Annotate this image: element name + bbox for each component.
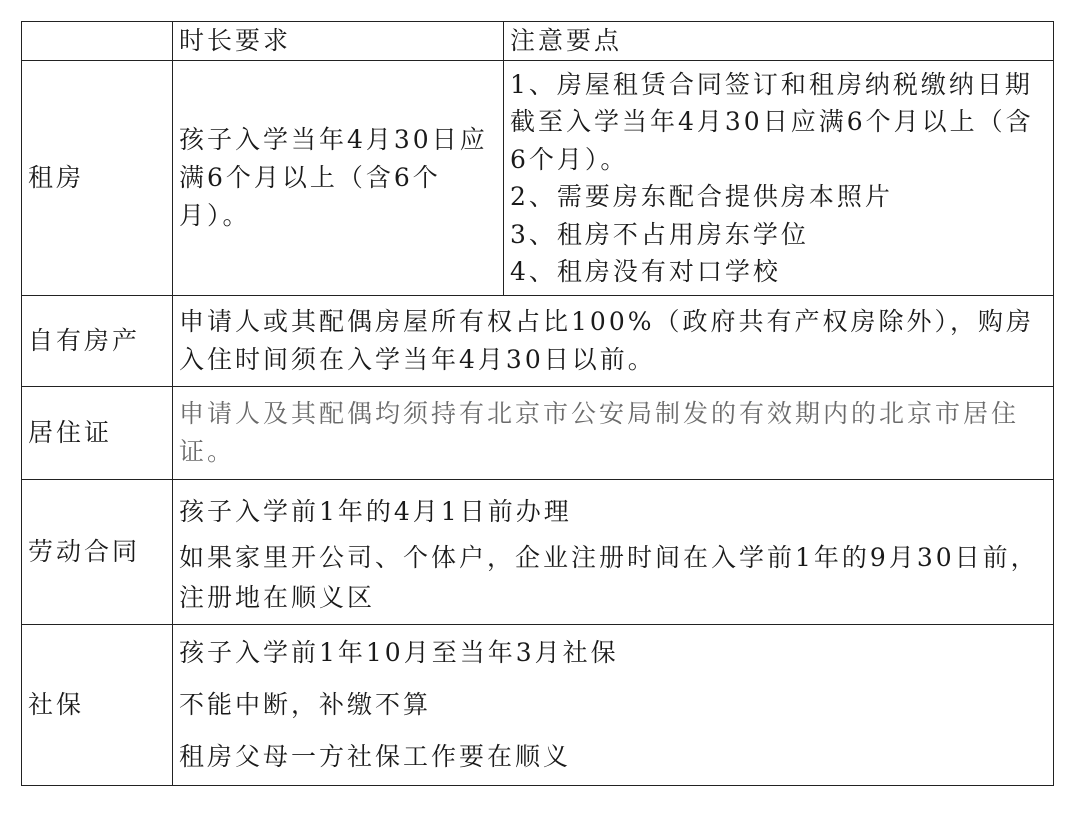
rental-category: 租房 [22, 61, 173, 296]
social-line-3: 租房父母一方社保工作要在顺义 [179, 742, 572, 771]
residence-category: 居住证 [22, 387, 173, 480]
labor-category: 劳动合同 [22, 480, 173, 625]
header-duration: 时长要求 [173, 22, 504, 61]
rental-notes [504, 61, 1054, 296]
requirements-table [21, 21, 1054, 786]
rental-duration: 孩子入学当年4月30日应满6个月以上（含6个月）。 [173, 61, 504, 296]
rental-note-1: 1、房屋租赁合同签订和租房纳税缴纳日期截至入学当年4月30日应满6个月以上（含6个月）。 [510, 69, 1034, 174]
header-notes: 注意要点 [504, 22, 1054, 61]
owned-property-row [22, 296, 1054, 387]
rental-note-2: 2、需要房东配合提供房本照片 [510, 182, 893, 211]
owned-text: 申请人或其配偶房屋所有权占比100%（政府共有产权房除外），购房入住时间须在入学当年4月30日以前。 [173, 296, 1054, 387]
rental-note-3: 3、租房不占用房东学位 [510, 219, 809, 249]
labor-line-1: 孩子入学前1年的4月1日前办理 [179, 497, 572, 526]
labor-contract-row [22, 480, 1054, 625]
labor-text [173, 480, 1054, 625]
social-text [173, 625, 1054, 786]
header-empty-cell [22, 22, 173, 61]
social-line-2: 不能中断，补缴不算 [179, 690, 432, 719]
rental-note-4: 4、租房没有对口学校 [510, 257, 781, 286]
labor-line-2: 如果家里开公司、个体户，企业注册时间在入学前1年的9月30日前，注册地在顺义区 [179, 543, 1039, 612]
social-category: 社保 [22, 625, 173, 786]
social-line-1: 孩子入学前1年10月至当年3月社保 [179, 638, 619, 667]
social-insurance-row [22, 625, 1054, 786]
rental-row [22, 61, 1054, 296]
header-row [22, 22, 1054, 61]
residence-permit-row [22, 387, 1054, 480]
residence-text: 申请人及其配偶均须持有北京市公安局制发的有效期内的北京市居住证。 [173, 387, 1054, 480]
owned-category: 自有房产 [22, 296, 173, 387]
